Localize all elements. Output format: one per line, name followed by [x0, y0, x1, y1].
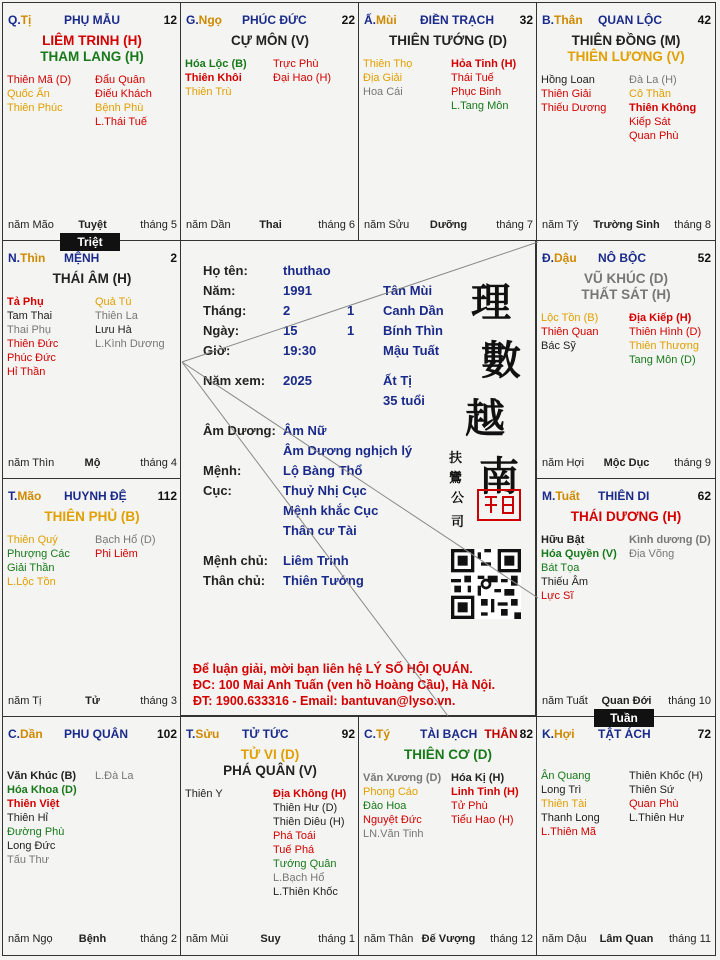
palace-number: 62: [697, 489, 711, 503]
minor-star: Trực Phù: [273, 58, 319, 70]
palace-location: C.Dần: [8, 727, 43, 741]
minor-star: Thiên Thương: [629, 340, 700, 352]
palace-stage: Trường Sinh: [593, 219, 660, 231]
minor-star: Long Đức: [7, 840, 56, 852]
view-year-label: Năm xem:: [203, 373, 266, 388]
minor-star: Hồng Loan: [541, 74, 595, 86]
palace-header: [8, 727, 177, 743]
minor-star: L.Lộc Tồn: [7, 576, 56, 588]
major-star: PHÁ QUÂN (V): [223, 763, 317, 778]
minor-star: Kiếp Sát: [629, 116, 671, 128]
minor-star: Đẩu Quân: [95, 74, 146, 86]
minor-star: L.Thiên Khốc: [273, 886, 338, 898]
palace-year: năm Dần: [186, 219, 231, 231]
palace-name: NÔ BỘC: [598, 251, 646, 265]
minor-star: Thiên Sứ: [629, 784, 675, 796]
month-value: 2: [283, 303, 291, 318]
menh-value: Lộ Bàng Thổ: [283, 463, 363, 478]
minor-star: Địa Giải: [363, 72, 403, 84]
minor-star: Tử Phù: [451, 800, 488, 812]
contact-address: ĐC: 100 Mai Anh Tuấn (ven hồ Hoàng Cầu), Hà Nội.: [193, 678, 496, 692]
palace-location: Đ.Dậu: [542, 251, 577, 265]
minor-star: Quan Phù: [629, 130, 679, 142]
palace-year: năm Tị: [8, 695, 42, 707]
palace-cell-dan[interactable]: [2, 716, 182, 956]
minor-star: Thiên Khôi: [185, 72, 242, 84]
palace-location: T.Sửu: [186, 727, 220, 741]
minor-star: Hóa Kị (H): [451, 772, 505, 784]
palace-year: năm Sửu: [364, 219, 410, 231]
palace-footer: [542, 219, 711, 233]
minor-star: Địa Kiếp (H): [629, 312, 692, 324]
palace-stage: Tử: [85, 695, 100, 707]
palace-footer: [8, 933, 177, 947]
minor-star: L.Thiên Hư: [629, 812, 685, 824]
palace-number: 32: [519, 13, 533, 27]
amduong-relation: Âm Dương nghịch lý: [283, 443, 413, 458]
palace-cell-mui[interactable]: [358, 2, 538, 242]
palace-year: năm Tý: [542, 219, 579, 231]
calligraphy-char-4: 南: [479, 453, 519, 500]
minor-star: Đại Hao (H): [273, 72, 332, 84]
minor-star: Phá Toái: [273, 830, 316, 842]
minor-star: Thiếu Dương: [541, 102, 607, 114]
minor-star: Lưu Hà: [95, 324, 132, 336]
palace-month: tháng 5: [140, 219, 177, 231]
minor-star: Phục Binh: [451, 86, 502, 98]
palace-footer: [542, 695, 711, 709]
minor-star: Tấu Thư: [7, 854, 50, 866]
major-stars: [3, 509, 181, 525]
qr-code[interactable]: [451, 549, 521, 619]
age-value: 35 tuổi: [383, 393, 425, 408]
minor-star: Thanh Long: [541, 812, 600, 824]
palace-stage: Thai: [259, 219, 282, 231]
palace-cell-mao[interactable]: [2, 478, 182, 718]
year-label: Năm:: [203, 283, 236, 298]
palace-year: năm Mùi: [186, 933, 229, 945]
minor-star: Phi Liêm: [95, 548, 138, 560]
minor-star: Bạch Hổ (D): [95, 534, 156, 546]
palace-stage: Đế Vượng: [421, 933, 476, 945]
palace-month: tháng 2: [140, 933, 177, 945]
palace-name: QUAN LỘC: [598, 13, 662, 27]
calligraphy-char-1: 理: [471, 279, 511, 326]
palace-name: TÀI BẠCH: [420, 727, 478, 741]
day-leap: 1: [347, 323, 355, 338]
palace-stage: Bệnh: [78, 933, 107, 945]
calligraphy-char-3: 越: [465, 395, 505, 442]
palace-location: B.Thân: [542, 13, 583, 27]
minor-star: Thiên Khốc (H): [629, 770, 703, 782]
minor-star: Thiên Thọ: [363, 58, 413, 70]
cuc-value: Thuỷ Nhị Cục: [283, 483, 367, 498]
minor-star: Linh Tinh (H): [451, 786, 519, 798]
than-chu-value: Thiên Tướng: [283, 573, 364, 588]
palace-year: năm Thân: [364, 933, 414, 945]
palace-stage: Suy: [260, 933, 281, 945]
minor-star: Lực Sĩ: [541, 590, 574, 602]
palace-cell-tuat[interactable]: [536, 478, 716, 718]
minor-star: Bệnh Phù: [95, 102, 144, 114]
minor-star: Giải Thần: [7, 562, 55, 574]
palace-year: năm Ngọ: [8, 933, 53, 945]
year-can: Tân Mùi: [383, 283, 433, 298]
palace-cell-ty[interactable]: [2, 2, 182, 242]
minor-star: L.Kình Dương: [95, 338, 165, 350]
palace-year: năm Dậu: [542, 933, 587, 945]
minor-star: Thiên La: [95, 310, 138, 322]
minor-star: Thiên Quan: [541, 326, 599, 338]
hour-label: Giờ:: [203, 343, 231, 358]
major-star: THIÊN TƯỚNG (D): [389, 33, 507, 48]
palace-year: năm Thìn: [8, 457, 55, 469]
minor-star: Thiên Mã (D): [7, 74, 72, 86]
seal-char-4: 司: [451, 515, 465, 530]
triet-badge: Triệt: [60, 233, 120, 251]
palace-footer: [8, 219, 177, 233]
than-chu-label: Thân chủ:: [203, 573, 266, 588]
palace-header: [8, 251, 177, 267]
palace-month: tháng 7: [496, 219, 533, 231]
palace-header: [542, 489, 711, 505]
palace-name: TẬT ÁCH: [598, 727, 651, 741]
palace-location: C.Tý: [364, 727, 391, 741]
palace-year: năm Tuất: [542, 695, 588, 707]
day-label: Ngày:: [203, 323, 240, 338]
palace-cell-thin[interactable]: [2, 240, 182, 480]
day-value: 15: [283, 323, 298, 338]
menh-chu-value: Liêm Trinh: [283, 553, 349, 568]
minor-star: Thiên Tài: [541, 798, 587, 810]
minor-star: Văn Xương (D): [363, 772, 442, 784]
palace-footer: [542, 457, 711, 471]
major-star: CỰ MÔN (V): [231, 33, 309, 48]
minor-star: L.Thái Tuế: [95, 116, 147, 128]
amduong-label: Âm Dương:: [203, 423, 276, 438]
hour-value: 19:30: [283, 343, 317, 358]
year-value: 1991: [283, 283, 312, 298]
name-value: thuthao: [283, 263, 331, 278]
palace-footer: [8, 695, 177, 709]
palace-footer: [364, 933, 533, 947]
minor-star: Phong Cáo: [363, 786, 419, 798]
major-stars: [181, 33, 359, 49]
palace-footer: [8, 457, 177, 471]
minor-star: Đường Phù: [7, 826, 65, 838]
minor-star: Hỏa Tinh (H): [451, 58, 517, 70]
palace-stage: Dưỡng: [429, 219, 468, 231]
minor-star: Hoa Cái: [363, 86, 403, 98]
minor-star: Tả Phụ: [7, 296, 44, 308]
palace-location: N.Thìn: [8, 251, 46, 265]
minor-star: Thái Tuế: [451, 72, 494, 84]
minor-star: Thiên Quý: [7, 534, 58, 546]
calligraphy-char-2: 數: [481, 337, 521, 384]
cuc-relation: Mệnh khắc Cục: [283, 503, 379, 518]
palace-name: PHỤ MẪU: [64, 13, 120, 27]
seal-char-1: 扶: [449, 451, 463, 466]
minor-star: Nguyệt Đức: [363, 814, 422, 826]
palace-month: tháng 12: [490, 933, 533, 945]
palace-cell-suu[interactable]: [180, 716, 360, 956]
palace-header: [542, 13, 711, 29]
palace-cell-than[interactable]: [536, 2, 716, 242]
palace-stage: Mộ: [84, 457, 101, 469]
palace-header: [186, 13, 355, 29]
minor-star: Điếu Khách: [95, 88, 152, 100]
menh-chu-label: Mệnh chủ:: [203, 553, 268, 568]
palace-month: tháng 9: [674, 457, 711, 469]
minor-star: Quốc Ấn: [7, 88, 50, 100]
palace-number: THÂN 82: [484, 727, 533, 741]
minor-star: Phúc Đức: [7, 352, 56, 364]
palace-year: năm Hợi: [542, 457, 585, 469]
contact-phone-email[interactable]: ĐT: 1900.633316 - Email: bantuvan@lyso.vn.: [193, 694, 456, 708]
minor-star: Tam Thai: [7, 310, 53, 322]
major-stars: [181, 747, 359, 779]
palace-number: 52: [697, 251, 711, 265]
cuc-label: Cục:: [203, 483, 232, 498]
view-year-value: 2025: [283, 373, 312, 388]
minor-star: Đà La (H): [629, 74, 677, 86]
minor-star: Bác Sỹ: [541, 340, 576, 352]
palace-location: G.Ngọ: [186, 13, 222, 27]
palace-number: 102: [156, 727, 177, 741]
amduong-value: Âm Nữ: [283, 423, 327, 438]
major-star: THIÊN PHỦ (B): [44, 509, 140, 524]
minor-star: Hóa Khoa (D): [7, 784, 77, 796]
palace-year: năm Mão: [8, 219, 54, 231]
palace-header: [542, 727, 711, 743]
palace-footer: [542, 933, 711, 947]
palace-number: 2: [170, 251, 177, 265]
palace-header: [542, 251, 711, 267]
palace-month: tháng 8: [674, 219, 711, 231]
minor-star: Thiên Phúc: [7, 102, 63, 114]
major-star: THÁI DƯƠNG (H): [570, 509, 682, 524]
month-leap: 1: [347, 303, 355, 318]
major-star: THIÊN CƠ (D): [403, 747, 492, 762]
name-label: Họ tên:: [203, 263, 248, 278]
minor-star: Địa Không (H): [273, 788, 347, 800]
minor-star: Thiên Trù: [185, 86, 232, 98]
day-can: Bính Thìn: [383, 323, 443, 338]
palace-header: [364, 727, 533, 743]
minor-star: Thai Phụ: [7, 324, 52, 336]
minor-star: Thiếu Âm: [541, 576, 589, 588]
palace-number: 92: [341, 727, 355, 741]
contact-line-1: Để luận giải, mời bạn liên hệ LÝ SỐ HỘI QUÁN.: [193, 662, 473, 676]
center-info-panel: [180, 240, 536, 716]
major-star: TỬ VI (D): [240, 747, 300, 762]
red-seal-stamp: [477, 489, 521, 521]
major-star: THÁI ÂM (H): [52, 271, 132, 286]
palace-name: ĐIỀN TRẠCH: [420, 13, 494, 27]
major-stars: [537, 33, 715, 65]
minor-star: LN.Văn Tinh: [363, 828, 424, 840]
major-star: THẤT SÁT (H): [581, 287, 671, 302]
major-stars: [3, 271, 181, 287]
seal-char-3: 公: [451, 491, 465, 506]
view-year-can: Ất Tị: [383, 373, 412, 388]
minor-star: Văn Khúc (B): [7, 770, 77, 782]
month-can: Canh Dần: [383, 303, 444, 318]
palace-number: 112: [157, 489, 177, 503]
minor-star: Thiên Hỉ: [7, 812, 48, 824]
major-star: THIÊN ĐỒNG (M): [571, 33, 681, 48]
minor-star: Hữu Bật: [541, 534, 585, 546]
contact-block: [193, 661, 495, 709]
palace-number: 72: [697, 727, 711, 741]
month-label: Tháng:: [203, 303, 247, 318]
minor-star: L.Tang Môn: [451, 100, 509, 112]
palace-number: 22: [341, 13, 355, 27]
palace-month: tháng 10: [668, 695, 711, 707]
minor-star: Bát Tọa: [541, 562, 580, 574]
minor-star: Tiểu Hao (H): [451, 814, 514, 826]
minor-star: Long Trì: [541, 784, 582, 796]
minor-star: Thiên Giải: [541, 88, 592, 100]
minor-star: Thiên Việt: [7, 798, 60, 810]
palace-month: tháng 3: [140, 695, 177, 707]
minor-star: Tuế Phá: [273, 844, 315, 856]
palace-number: 12: [163, 13, 177, 27]
minor-star: L.Bạch Hổ: [273, 872, 325, 884]
minor-star: Thiên Y: [185, 788, 223, 800]
palace-header: [364, 13, 533, 29]
palace-location: M.Tuất: [542, 489, 580, 503]
palace-name: MỆNH: [64, 251, 100, 265]
palace-name: TỬ TỨC: [242, 727, 289, 741]
minor-star: Thiên Đức: [7, 338, 59, 350]
palace-header: [186, 727, 355, 743]
minor-star: Thiên Hình (D): [629, 326, 702, 338]
palace-name: PHU QUÂN: [64, 727, 129, 741]
palace-stage: Mộc Dục: [603, 457, 650, 469]
minor-star: Kình dương (D): [629, 534, 711, 546]
palace-location: T.Mão: [8, 489, 42, 503]
palace-cell-ngo[interactable]: [180, 2, 360, 242]
palace-footer: [364, 219, 533, 233]
palace-number: 42: [697, 13, 711, 27]
minor-star: Quả Tú: [95, 296, 132, 308]
major-star: THAM LANG (H): [40, 49, 144, 64]
major-stars: [537, 509, 715, 525]
palace-name: THIÊN DI: [598, 489, 650, 503]
major-star: THIÊN LƯƠNG (V): [567, 49, 685, 64]
palace-header: [8, 13, 177, 29]
major-star: LIÊM TRINH (H): [42, 33, 142, 48]
minor-star: Thiên Không: [629, 102, 697, 114]
menh-label: Mệnh:: [203, 463, 242, 478]
palace-stage: Tuyệt: [78, 219, 107, 231]
palace-month: tháng 11: [668, 933, 711, 945]
tuan-badge: Tuần: [594, 709, 654, 727]
palace-name: PHÚC ĐỨC: [242, 13, 307, 27]
minor-star: Thiên Diêu (H): [273, 816, 345, 828]
palace-location: Ấ.Mùi: [364, 13, 397, 27]
palace-cell-dau[interactable]: [536, 240, 716, 480]
palace-month: tháng 1: [318, 933, 355, 945]
palace-location: K.Hợi: [542, 727, 575, 741]
major-stars: [359, 747, 537, 763]
minor-star: L.Thiên Mã: [541, 826, 597, 838]
palace-footer: [186, 219, 355, 233]
minor-star: Ân Quang: [541, 770, 591, 782]
than-position: Thân cư Tài: [283, 523, 357, 538]
major-stars: [3, 33, 181, 65]
minor-star: Cô Thần: [629, 88, 671, 100]
palace-name: HUYNH ĐỆ: [64, 489, 127, 503]
major-star: VŨ KHÚC (D): [584, 271, 668, 286]
major-stars: [537, 271, 715, 303]
palace-month: tháng 4: [140, 457, 177, 469]
minor-star: Đào Hoa: [363, 800, 407, 812]
palace-header: [8, 489, 177, 505]
minor-star: Hóa Lộc (B): [185, 58, 247, 70]
minor-star: Phượng Các: [7, 548, 70, 560]
palace-cell-hoi[interactable]: [536, 716, 716, 956]
palace-month: tháng 6: [318, 219, 355, 231]
minor-star: Địa Võng: [629, 548, 675, 560]
palace-location: Q.Tị: [8, 13, 32, 27]
minor-star: Tang Môn (D): [629, 354, 696, 366]
palace-footer: [186, 933, 355, 947]
minor-star: Hỉ Thần: [7, 366, 46, 378]
minor-star: Hóa Quyền (V): [541, 548, 617, 560]
minor-star: Lộc Tồn (B): [541, 312, 599, 324]
hour-can: Mậu Tuất: [383, 343, 440, 358]
seal-char-2: 鸞: [449, 471, 463, 486]
minor-star: Tướng Quân: [273, 858, 337, 870]
minor-star: Thiên Hư (D): [273, 802, 338, 814]
minor-star: Quan Phù: [629, 798, 679, 810]
palace-stage: Lâm Quan: [599, 933, 654, 945]
palace-cell-ty2[interactable]: [358, 716, 538, 956]
major-stars: [359, 33, 537, 49]
minor-star: L.Đà La: [95, 770, 134, 782]
palace-stage: Quan Đới: [601, 695, 652, 707]
